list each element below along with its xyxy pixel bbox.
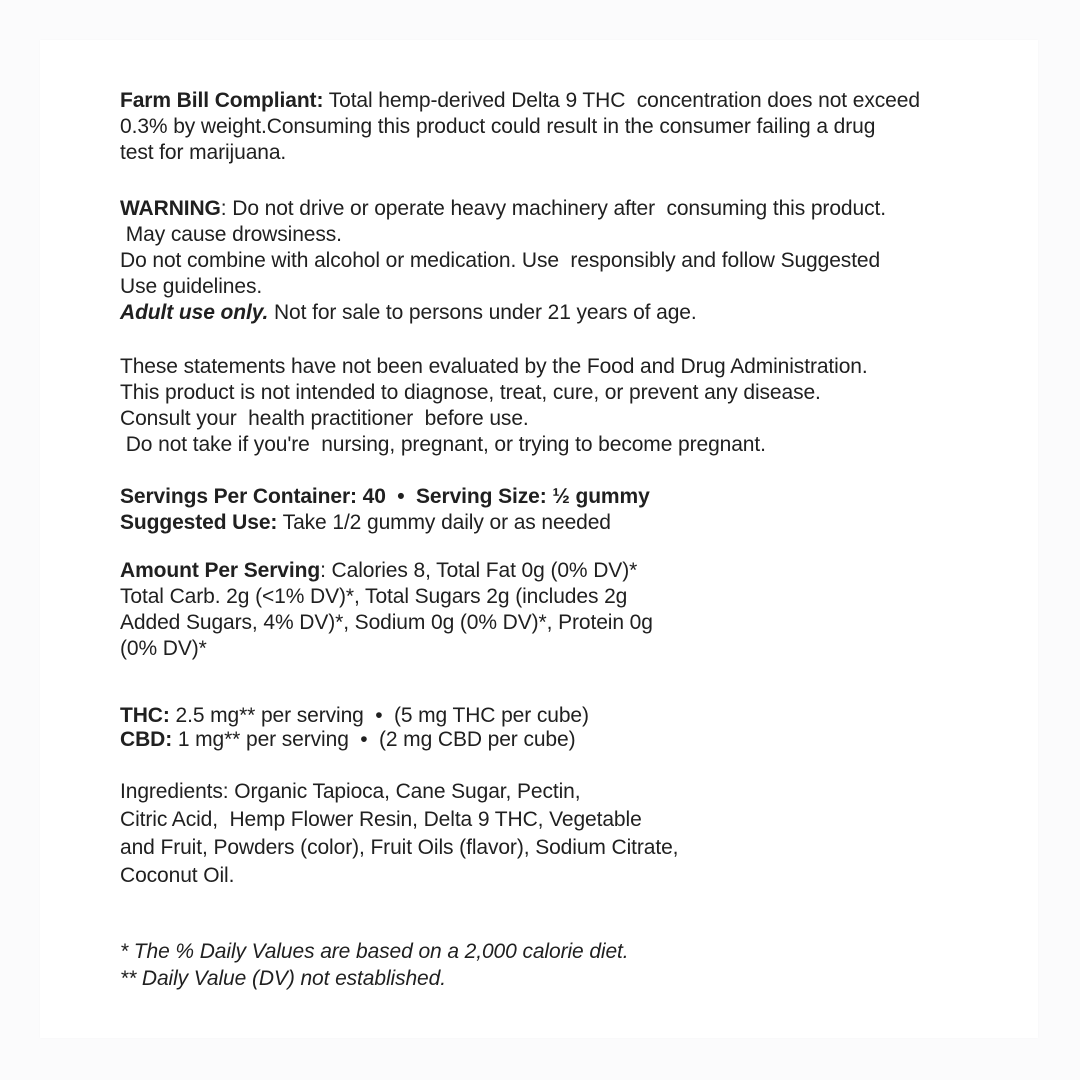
cbd-lead: CBD: [120,728,173,751]
amount-per-serving-paragraph [120,558,1038,662]
farm-bill-line-1: Total hemp-derived Delta 9 THC concentration does not exceed [323,89,920,112]
servings-paragraph [120,484,1038,536]
warning-lead: WARNING [120,197,221,220]
warning-line-4: Use guidelines. [120,275,263,298]
footnote-line-1: * The % Daily Values are based on a 2,000 calorie diet. [120,940,629,963]
ingredients-line-1: Ingredients: Organic Tapioca, Cane Sugar, Pectin, [120,780,581,803]
text-line [120,728,1038,752]
amount-line-3: Added Sugars, 4% DV)*, Sodium 0g (0% DV)*, Protein 0g [120,611,653,634]
ingredients-paragraph [120,778,1038,890]
warning-paragraph [120,196,1038,326]
warning-line-2: May cause drowsiness. [120,223,342,246]
warning-line-5: Not for sale to persons under 21 years of age. [268,301,697,324]
farm-bill-paragraph [120,88,1038,166]
amount-lead: Amount Per Serving [120,559,321,582]
cbd-amount-text: 1 mg** per serving • (2 mg CBD per cube) [172,728,576,751]
ingredients-line-2: Citric Acid, Hemp Flower Resin, Delta 9 THC, Vegetable [120,808,642,831]
ingredients-line-3: and Fruit, Powders (color), Fruit Oils (flavor), Sodium Citrate, [120,836,679,859]
text-line [120,558,1038,584]
footnote-line-2: ** Daily Value (DV) not established. [120,967,446,990]
amount-line-2: Total Carb. 2g (<1% DV)*, Total Sugars 2g (includes 2g [120,585,628,608]
text-line [120,510,1038,536]
farm-bill-line-2: 0.3% by weight.Consuming this product could result in the consumer failing a drug [120,115,876,138]
suggested-use-text: Take 1/2 gummy daily or as needed [277,511,611,534]
servings-line-1: Servings Per Container: 40 • Serving Size: ½ gummy [120,485,650,508]
farm-bill-line-3: test for marijuana. [120,141,287,164]
amount-line-1: : Calories 8, Total Fat 0g (0% DV)* [320,559,638,582]
adult-use-lead: Adult use only. [120,301,269,324]
cannabinoid-content-paragraph [120,704,1038,752]
text-line [120,300,1038,326]
warning-line-1: : Do not drive or operate heavy machinery after consuming this product. [220,197,886,220]
label-card [40,40,1038,1038]
suggested-use-lead: Suggested Use: [120,511,278,534]
thc-amount-text: 2.5 mg** per serving • (5 mg THC per cube) [169,704,589,727]
farm-bill-lead: Farm Bill Compliant: [120,89,324,112]
text-line [120,88,1038,114]
amount-line-4: (0% DV)* [120,637,207,660]
fda-line-4: Do not take if you're nursing, pregnant, or trying to become pregnant. [120,433,766,456]
warning-line-3: Do not combine with alcohol or medication. Use responsibly and follow Suggested [120,249,881,272]
fda-line-1: These statements have not been evaluated by the Food and Drug Administration. [120,355,868,378]
fda-line-2: This product is not intended to diagnose, treat, cure, or prevent any disease. [120,381,821,404]
thc-lead: THC: [120,704,170,727]
daily-value-footnotes [120,938,1038,992]
ingredients-line-4: Coconut Oil. [120,864,235,887]
fda-disclaimer-paragraph [120,354,1038,458]
text-line [120,196,1038,222]
fda-line-3: Consult your health practitioner before use. [120,407,529,430]
text-line [120,704,1038,728]
